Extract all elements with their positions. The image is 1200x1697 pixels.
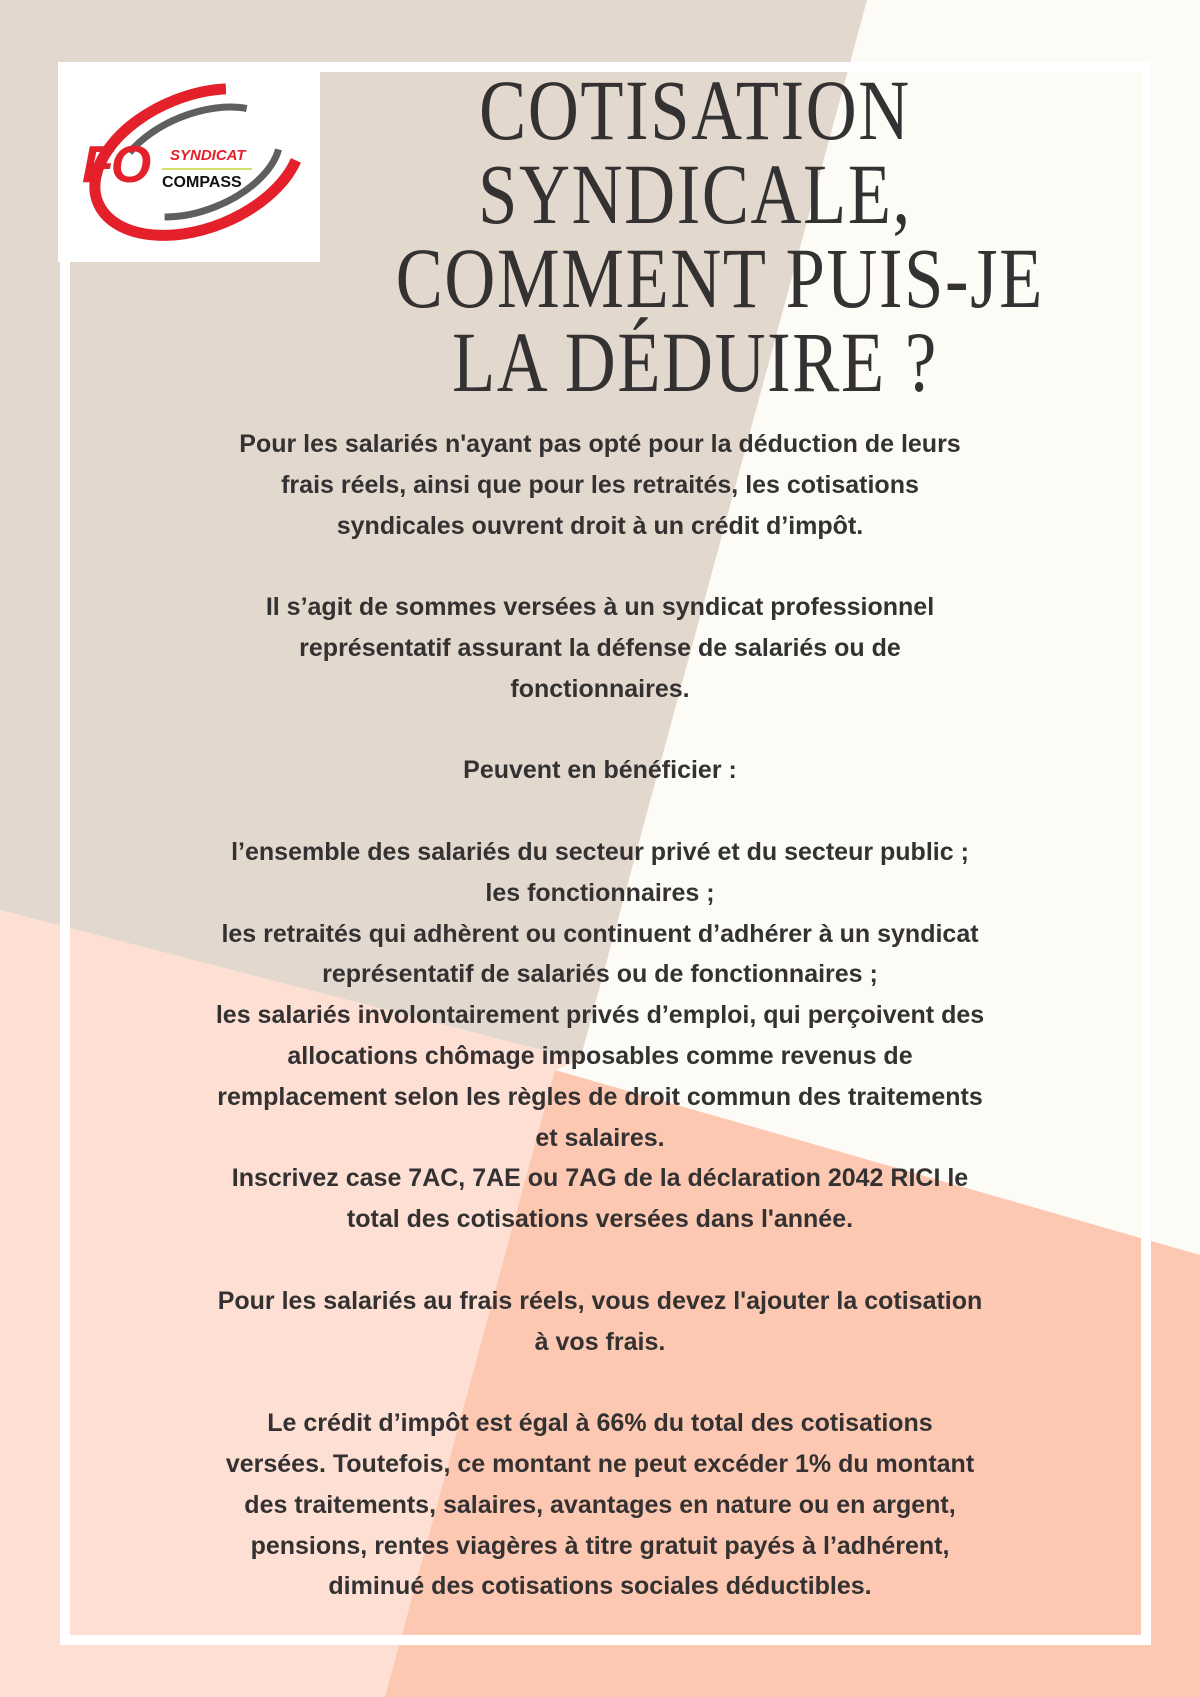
credit-line: Le crédit d’impôt est égal à 66% du total des cotisations xyxy=(267,1409,933,1438)
fo-syndicat-logo-icon xyxy=(58,62,320,262)
svg-text:FO: FO xyxy=(82,136,149,194)
logo xyxy=(58,62,320,262)
beneficiary-line: les retraités qui adhèrent ou continuent d’adhérer à un syndicat xyxy=(221,919,979,948)
svg-text:COMPASS: COMPASS xyxy=(162,174,242,191)
intro-line: frais réels, ainsi que pour les retraités, les cotisations xyxy=(281,470,919,499)
definition-line: représentatif assurant la défense de salariés ou de xyxy=(299,633,901,662)
beneficiary-line: remplacement selon les règles de droit commun des traitements xyxy=(217,1082,983,1111)
beneficiary-line: représentatif de salariés ou de fonctionnaires ; xyxy=(322,960,878,989)
frais-reels-line: à vos frais. xyxy=(534,1327,666,1356)
credit-line: versées. Toutefois, ce montant ne peut excéder 1% du montant xyxy=(225,1449,975,1478)
frais-reels-line: Pour les salariés au frais réels, vous devez l'ajouter la cotisation xyxy=(217,1286,983,1315)
beneficiary-line: et salaires. xyxy=(535,1123,665,1152)
title-line: LA DÉDUIRE ? xyxy=(452,314,938,410)
title-line: SYNDICALE, xyxy=(478,146,912,242)
beneficiary-line: l’ensemble des salariés du secteur privé et du secteur public ; xyxy=(231,837,969,866)
instruction-line: Inscrivez case 7AC, 7AE ou 7AG de la déclaration 2042 RICI le xyxy=(231,1164,969,1193)
page-title xyxy=(395,62,1044,410)
instruction-line: total des cotisations versées dans l'année. xyxy=(346,1205,854,1234)
beneficiary-line: allocations chômage imposables comme revenus de xyxy=(287,1041,913,1070)
definition-line: Il s’agit de sommes versées à un syndicat professionnel xyxy=(265,593,935,622)
credit-line: pensions, rentes viagères à titre gratuit payés à l’adhérent, xyxy=(250,1531,950,1560)
intro-line: syndicales ouvrent droit à un crédit d’impôt. xyxy=(336,511,864,540)
title-line: COMMENT PUIS-JE xyxy=(395,230,1044,326)
body-text xyxy=(155,424,1045,1607)
beneficiary-line: les salariés involontairement privés d’emploi, qui perçoivent des xyxy=(215,1001,985,1030)
svg-text:SYNDICAT: SYNDICAT xyxy=(170,147,246,164)
intro-line: Pour les salariés n'ayant pas opté pour la déduction de leurs xyxy=(239,430,961,458)
definition-line: fonctionnaires. xyxy=(510,674,690,703)
credit-line: diminué des cotisations sociales déductibles. xyxy=(328,1572,872,1601)
credit-line: des traitements, salaires, avantages en nature ou en argent, xyxy=(244,1490,956,1519)
beneficiaries-heading: Peuvent en bénéficier : xyxy=(463,756,737,785)
title-line: COTISATION xyxy=(479,62,911,158)
beneficiary-line: les fonctionnaires ; xyxy=(485,878,715,907)
